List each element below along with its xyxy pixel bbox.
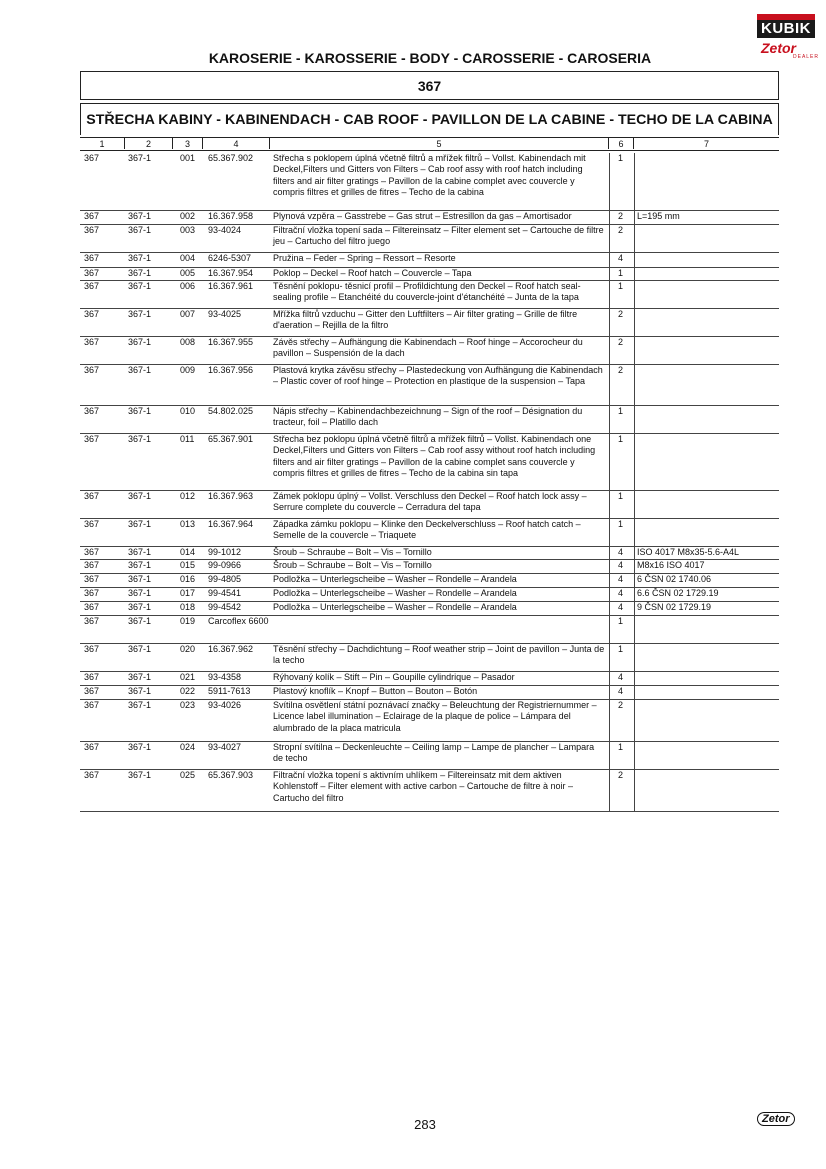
column-divider — [634, 365, 635, 406]
cell-c5: Šroub – Schraube – Bolt – Vis – Tornillo — [273, 560, 432, 570]
cell-c1: 367 — [84, 742, 100, 752]
cell-c1: 367 — [84, 406, 100, 416]
table-row — [80, 253, 779, 268]
cell-c4: 93-4024 — [208, 225, 242, 235]
cell-c4: 16.367.954 — [208, 268, 254, 278]
column-header: 7 — [703, 139, 709, 149]
cell-c5: Filtrační vložka topení sada – Filtereinsatz – Filter element set – Cartouche de filtre jeu – Cartucho del filtro juego — [273, 225, 604, 247]
cell-c4: 5911-7613 — [208, 686, 251, 696]
cell-c2: 367-1 — [128, 588, 152, 598]
column-divider — [634, 519, 635, 547]
cell-c2: 367-1 — [128, 616, 152, 626]
cell-c4: 93-4025 — [208, 309, 242, 319]
cell-c2: 367-1 — [128, 700, 152, 710]
cell-c1: 367 — [84, 281, 100, 291]
column-divider — [609, 253, 610, 268]
column-divider — [609, 742, 610, 770]
cell-c1: 367 — [84, 491, 100, 501]
cell-c6: 2 — [618, 211, 624, 221]
table-row — [80, 491, 779, 519]
column-header: 4 — [203, 138, 270, 149]
cell-c2: 367-1 — [128, 253, 152, 263]
column-divider — [609, 519, 610, 547]
table-row — [80, 519, 779, 547]
cell-c3: 018 — [180, 602, 196, 612]
group-title: STŘECHA KABINY - KABINENDACH - CAB ROOF - PAVILLON DE LA CABINE - TECHO DE LA CABINA — [80, 103, 779, 135]
column-divider — [634, 588, 635, 602]
cell-c2: 367-1 — [128, 225, 152, 235]
cell-c6: 4 — [618, 253, 624, 263]
table-row — [80, 434, 779, 491]
cell-c6: 1 — [618, 281, 624, 291]
column-divider — [634, 686, 635, 700]
cell-c3: 002 — [180, 211, 196, 221]
cell-c6: 2 — [618, 700, 624, 710]
cell-c6: 1 — [618, 268, 624, 278]
cell-c2: 367-1 — [128, 281, 152, 291]
cell-c7: 6.6 ČSN 02 1729.19 — [637, 588, 719, 598]
column-divider — [609, 700, 610, 742]
column-divider — [634, 742, 635, 770]
cell-c5: Podložka – Unterlegscheibe – Washer – Rondelle – Arandela — [273, 602, 517, 612]
cell-c4: 54.802.025 — [208, 406, 254, 416]
cell-c4: 99-4541 — [208, 588, 242, 598]
cell-c5: Těsnění poklopu- těsnicí profil – Profildichtung den Deckel – Roof hatch seal-sealing profile – Etanchéité du couvercle-joint d'étanchéité – Junta de la tapa — [273, 281, 581, 303]
cell-c3: 005 — [180, 268, 196, 278]
cell-c6: 1 — [618, 406, 624, 416]
table-row — [80, 153, 779, 211]
cell-c6: 4 — [618, 686, 624, 696]
cell-c2: 367-1 — [128, 770, 152, 780]
cell-c6: 2 — [618, 337, 624, 347]
cell-c3: 001 — [180, 153, 196, 163]
cell-c6: 1 — [618, 491, 624, 501]
cell-c2: 367-1 — [128, 519, 152, 529]
table-row — [80, 268, 779, 281]
cell-c3: 017 — [180, 588, 196, 598]
cell-c7: M8x16 ISO 4017 — [637, 560, 705, 570]
cell-c7: ISO 4017 M8x35-5.6-A4L — [637, 547, 740, 557]
cell-c4: 65.367.902 — [208, 153, 254, 163]
cell-c4: 93-4027 — [208, 742, 242, 752]
cell-c1: 367 — [84, 574, 100, 584]
cell-c3: 014 — [180, 547, 196, 557]
cell-c5: Svítilna osvětlení státní poznávací značky – Beleuchtung der Registriernummer – Licence label illumination – Eclairage de la plaque de police – Lámpara del alumbrado de la placa matricula — [273, 700, 597, 733]
column-divider — [609, 770, 610, 812]
cell-c6: 4 — [618, 602, 624, 612]
column-divider — [609, 268, 610, 281]
cell-c3: 019 — [180, 616, 196, 626]
cell-c4: 16.367.964 — [208, 519, 254, 529]
cell-c1: 367 — [84, 770, 100, 780]
table-row — [80, 225, 779, 253]
cell-c1: 367 — [84, 588, 100, 598]
cell-c1: 367 — [84, 686, 100, 696]
logo-zetor-text: Zetor — [761, 40, 796, 56]
column-divider — [634, 281, 635, 309]
cell-c4: 99-4805 — [208, 574, 242, 584]
cell-c1: 367 — [84, 225, 100, 235]
cell-c4: 16.367.962 — [208, 644, 254, 654]
cell-c1: 367 — [84, 337, 100, 347]
column-divider — [634, 560, 635, 574]
cell-c2: 367-1 — [128, 365, 152, 375]
cell-c6: 4 — [618, 588, 624, 598]
table-row — [80, 574, 779, 588]
cell-c2: 367-1 — [128, 742, 152, 752]
column-divider — [634, 602, 635, 616]
cell-c4: 16.367.955 — [208, 337, 254, 347]
column-header: 6 — [609, 138, 634, 149]
cell-c6: 4 — [618, 560, 624, 570]
cell-c4: 6246-5307 — [208, 253, 252, 263]
cell-c7: 9 ČSN 02 1729.19 — [637, 602, 712, 612]
cell-c2: 367-1 — [128, 268, 152, 278]
cell-c1: 367 — [84, 365, 100, 375]
column-divider — [634, 153, 635, 211]
cell-c5: Mřížka filtrů vzduchu – Gitter den Luftfilters – Air filter grating – Grille de filtre d'aeration – Rejilla de la filtro — [273, 309, 578, 331]
cell-c4: 99-0966 — [208, 560, 242, 570]
cell-c4: 99-4542 — [208, 602, 242, 612]
cell-c4: 16.367.961 — [208, 281, 254, 291]
table-row — [80, 602, 779, 616]
cell-c3: 020 — [180, 644, 196, 654]
column-divider — [634, 309, 635, 337]
cell-c5: Poklop – Deckel – Roof hatch – Couvercle – Tapa — [273, 268, 472, 278]
cell-c4: 16.367.956 — [208, 365, 254, 375]
cell-c3: 024 — [180, 742, 196, 752]
cell-c6: 1 — [618, 644, 624, 654]
page-number: 283 — [414, 1117, 436, 1132]
cell-c6: 1 — [618, 153, 624, 163]
cell-c1: 367 — [84, 700, 100, 710]
table-row — [80, 644, 779, 672]
cell-c1: 367 — [84, 153, 100, 163]
cell-c4: 16.367.963 — [208, 491, 254, 501]
table-row — [80, 560, 779, 574]
column-divider — [634, 574, 635, 588]
column-divider — [634, 225, 635, 253]
column-divider — [609, 365, 610, 406]
cell-c5: Závěs střechy – Aufhängung die Kabinendach – Roof hinge – Accorocheur du pavillon – Suspensión de la dach — [273, 337, 583, 359]
cell-c4: 99-1012 — [208, 547, 242, 557]
column-divider — [609, 281, 610, 309]
cell-c3: 007 — [180, 309, 196, 319]
column-divider — [634, 672, 635, 686]
cell-c1: 367 — [84, 616, 100, 626]
cell-c1: 367 — [84, 644, 100, 654]
cell-c2: 367-1 — [128, 574, 152, 584]
cell-c4: 65.367.903 — [208, 770, 254, 780]
cell-c2: 367-1 — [128, 560, 152, 570]
cell-c3: 006 — [180, 281, 196, 291]
column-divider — [609, 434, 610, 491]
cell-c5: Stropní svítilna – Deckenleuchte – Ceiling lamp – Lampe de plancher – Lampara de techo — [273, 742, 595, 764]
column-divider — [609, 211, 610, 225]
cell-c5: Západka zámku poklopu – Klinke den Deckelverschluss – Roof hatch catch – Semelle de la couvercle – Triaquete — [273, 519, 581, 541]
cell-c3: 010 — [180, 406, 196, 416]
cell-c2: 367-1 — [128, 337, 152, 347]
cell-c3: 011 — [180, 434, 195, 444]
cell-c6: 2 — [618, 225, 624, 235]
cell-c3: 009 — [180, 365, 196, 375]
cell-c1: 367 — [84, 602, 100, 612]
cell-c6: 2 — [618, 770, 624, 780]
cell-c3: 004 — [180, 253, 196, 263]
cell-c2: 367-1 — [128, 644, 152, 654]
table-row — [80, 616, 779, 644]
cell-c3: 012 — [180, 491, 196, 501]
page-title: KAROSERIE - KAROSSERIE - BODY - CAROSSERIE - CAROSERIA — [208, 50, 652, 66]
cell-c6: 1 — [618, 434, 624, 444]
group-number: 367 — [80, 71, 779, 100]
table-row — [80, 337, 779, 365]
column-divider — [609, 602, 610, 616]
cell-c1: 367 — [84, 434, 100, 444]
table-row — [80, 770, 779, 812]
cell-c5: Šroub – Schraube – Bolt – Vis – Tornillo — [273, 547, 432, 557]
cell-c4: 93-4358 — [208, 672, 242, 682]
table-row — [80, 742, 779, 770]
cell-c3: 003 — [180, 225, 196, 235]
cell-c6: 1 — [618, 616, 624, 626]
column-divider — [634, 434, 635, 491]
cell-c7: L=195 mm — [637, 211, 680, 221]
cell-c5: Těsnění střechy – Dachdichtung – Roof weather strip – Joint de pavillon – Junta de la techo — [273, 644, 605, 666]
cell-c1: 367 — [84, 268, 100, 278]
cell-c3: 008 — [180, 337, 196, 347]
column-divider — [634, 337, 635, 365]
column-divider — [609, 588, 610, 602]
cell-c6: 4 — [618, 547, 624, 557]
table-row — [80, 406, 779, 434]
column-divider — [609, 644, 610, 672]
cell-c1: 367 — [84, 519, 100, 529]
column-divider — [609, 153, 610, 211]
cell-c3: 025 — [180, 770, 196, 780]
cell-c1: 367 — [84, 309, 100, 319]
column-divider — [609, 309, 610, 337]
cell-c2: 367-1 — [128, 153, 152, 163]
cell-c5: Střecha s poklopem úplná včetně filtrů a mřížek filtrů – Vollst. Kabinendach mit Deckel,Filters und Gitters von Filters – Cab roof assy with roof hatch including filters and air filter gratings – Pavillon de la cabine complet avec couvercle y compris filtres et grilles de fitres – Techo de la cabina — [273, 153, 586, 198]
cell-c6: 4 — [618, 574, 624, 584]
column-divider — [634, 547, 635, 560]
cell-c2: 367-1 — [128, 211, 152, 221]
column-divider — [634, 770, 635, 812]
cell-c5: Střecha bez poklopu úplná včetně filtrů a mřížek filtrů – Vollst. Kabinendach one Deckel,Filters und Gitters von Filters – Cab roof assy without roof hatch including filters and air filter gratings – Pavillon de la cabine complet sans couvercle y compris filtres et grilles de fitres – Techo de la cabina sin tapa — [273, 434, 596, 479]
cell-c6: 4 — [618, 672, 624, 682]
cell-c4: 93-4026 — [208, 700, 242, 710]
column-divider — [609, 560, 610, 574]
cell-c3: 016 — [180, 574, 196, 584]
cell-c2: 367-1 — [128, 686, 152, 696]
column-divider — [609, 225, 610, 253]
cell-c1: 367 — [84, 547, 100, 557]
column-divider — [609, 574, 610, 588]
cell-c2: 367-1 — [128, 434, 152, 444]
footer-zetor-mark: Zetor — [757, 1112, 795, 1126]
table-row — [80, 281, 779, 309]
column-divider — [634, 211, 635, 225]
cell-c3: 021 — [180, 672, 196, 682]
cell-c6: 1 — [618, 742, 624, 752]
cell-c7: 6 ČSN 02 1740.06 — [637, 574, 712, 584]
table-row — [80, 309, 779, 337]
column-divider — [609, 616, 610, 644]
column-header: 2 — [125, 138, 173, 149]
cell-c1: 367 — [84, 253, 100, 263]
column-divider — [634, 268, 635, 281]
table-row — [80, 365, 779, 406]
cell-c5: Zámek poklopu úplný – Vollst. Verschluss den Deckel – Roof hatch lock assy – Serrure complete du couvercle – Cerradura del tapa — [273, 491, 587, 513]
cell-c5: Rýhovaný kolík – Stift – Pin – Goupille cylindrique – Pasador — [273, 672, 515, 682]
column-divider — [609, 337, 610, 365]
cell-c5: Plastový knoflík – Knopf – Button – Bouton – Botón — [273, 686, 478, 696]
cell-c6: 1 — [618, 519, 624, 529]
column-header: 3 — [173, 138, 203, 149]
column-divider — [634, 616, 635, 644]
cell-c5: Podložka – Unterlegscheibe – Washer – Rondelle – Arandela — [273, 574, 517, 584]
column-divider — [634, 700, 635, 742]
column-divider — [634, 253, 635, 268]
table-row — [80, 547, 779, 560]
cell-c4: 16.367.958 — [208, 211, 254, 221]
cell-c5: Nápis střechy – Kabinendachbezeichnung – Sign of the roof – Désignation du tracteur, foil – Platillo dach — [273, 406, 583, 428]
column-divider — [634, 406, 635, 434]
column-divider — [609, 686, 610, 700]
cell-c5: Plastová krytka závěsu střechy – Plastedeckung von Aufhängung die Kabinendach – Plastic cover of roof hinge – Protection en plastique de la suspension – Tapa — [273, 365, 603, 387]
logo-kubik-text: KUBIK — [757, 20, 815, 38]
cell-c4: 65.367.901 — [208, 434, 254, 444]
cell-c3: 023 — [180, 700, 196, 710]
cell-c5: Plynová vzpěra – Gasstrebe – Gas strut – Estresillon da gas – Amortisador — [273, 211, 572, 221]
column-divider — [609, 547, 610, 560]
cell-c1: 367 — [84, 672, 100, 682]
cell-c5: Podložka – Unterlegscheibe – Washer – Rondelle – Arandela — [273, 588, 517, 598]
table-row — [80, 211, 779, 225]
table-row — [80, 588, 779, 602]
cell-c2: 367-1 — [128, 491, 152, 501]
logo-dealer-text: DEALER — [793, 54, 820, 60]
table-row — [80, 672, 779, 686]
table-row — [80, 700, 779, 742]
column-divider — [634, 644, 635, 672]
cell-c2: 367-1 — [128, 602, 152, 612]
cell-c4: Carcoflex 6600 — [208, 616, 269, 626]
column-header: 5 — [270, 138, 609, 149]
cell-c3: 013 — [180, 519, 196, 529]
cell-c5: Filtrační vložka topení s aktivním uhlíkem – Filtereinsatz mit dem aktiven Kohlenstoff – Filter element with active carbon – Cartouche de filtre à noir – Cartucho del filtro — [273, 770, 573, 803]
cell-c6: 2 — [618, 309, 624, 319]
cell-c3: 022 — [180, 686, 196, 696]
column-divider — [634, 491, 635, 519]
cell-c2: 367-1 — [128, 406, 152, 416]
column-header: 1 — [80, 138, 125, 149]
column-divider — [609, 491, 610, 519]
cell-c6: 2 — [618, 365, 624, 375]
table-row — [80, 686, 779, 700]
cell-c1: 367 — [84, 560, 100, 570]
cell-c2: 367-1 — [128, 547, 152, 557]
cell-c5: Pružina – Feder – Spring – Ressort – Resorte — [273, 253, 456, 263]
cell-c3: 015 — [180, 560, 196, 570]
cell-c2: 367-1 — [128, 672, 152, 682]
column-header-row — [80, 137, 779, 151]
column-divider — [609, 672, 610, 686]
column-divider — [609, 406, 610, 434]
cell-c2: 367-1 — [128, 309, 152, 319]
cell-c1: 367 — [84, 211, 100, 221]
